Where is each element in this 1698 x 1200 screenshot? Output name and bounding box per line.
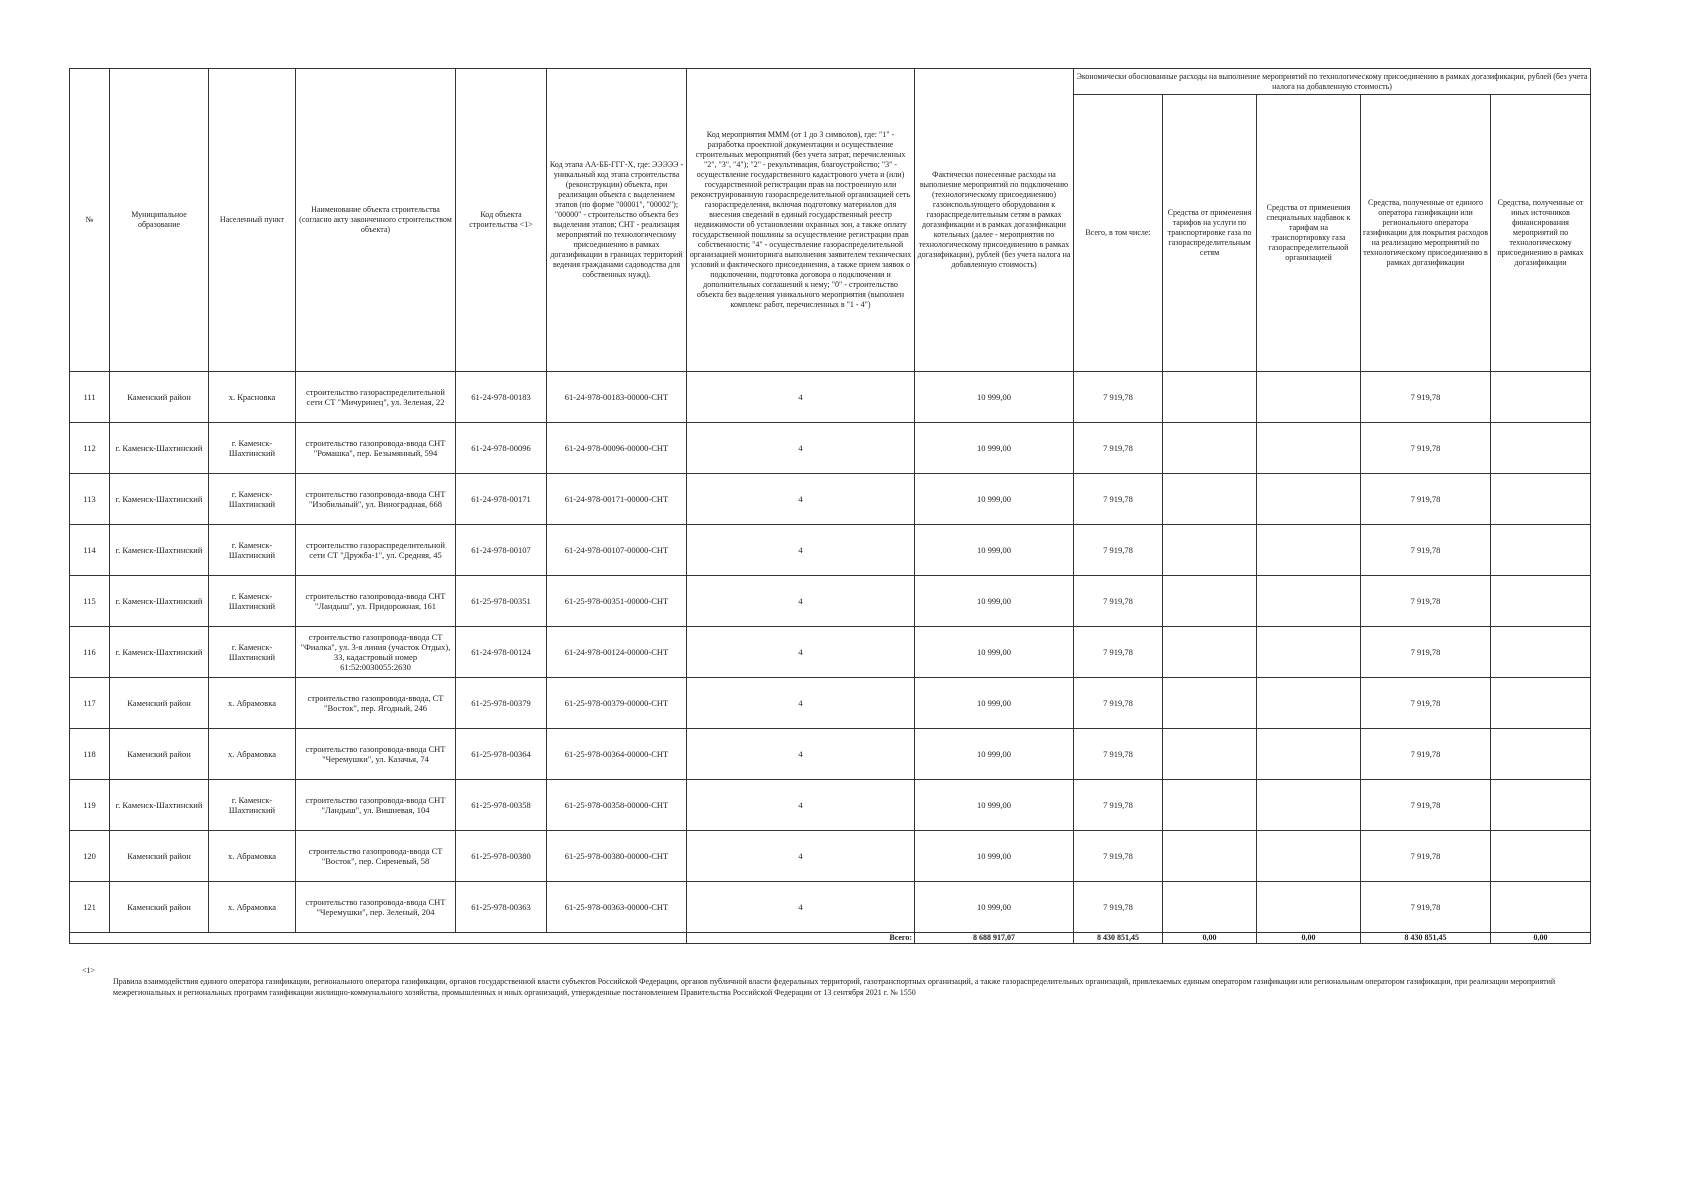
row-stage-code: 61-25-978-00351-00000-СНТ	[547, 576, 687, 627]
row-markup	[1257, 780, 1361, 831]
row-total: 7 919,78	[1074, 729, 1163, 780]
row-event-code: 4	[687, 525, 915, 576]
total-label: Всего:	[687, 933, 915, 944]
row-operator: 7 919,78	[1361, 372, 1491, 423]
row-markup	[1257, 423, 1361, 474]
row-total: 7 919,78	[1074, 423, 1163, 474]
row-object-name: строительство газопровода-ввода СНТ "Ромашка", пер. Безымянный, 594	[296, 423, 456, 474]
row-num: 116	[70, 627, 110, 678]
row-num: 112	[70, 423, 110, 474]
row-operator: 7 919,78	[1361, 423, 1491, 474]
header-actual-costs: Фактически понесенные расходы на выполнение мероприятий по подключению (технологическому присоединению) газоиспользующего оборудования к газораспределительным сетям в рамках догазификации и в рамках догазификации котельных (далее - мероприятия по технологическому присоединению в рамках догазификации), рублей (без учета налога на добавленную стоимость)	[915, 69, 1074, 372]
row-operator: 7 919,78	[1361, 780, 1491, 831]
total-tariff: 0,00	[1163, 933, 1257, 944]
row-tariff	[1163, 627, 1257, 678]
header-single-operator: Средства, полученные от единого оператора газификации или регионального оператора газификации для покрытия расходов на реализацию мероприятий по технологическому присоединению в рамках догазификации	[1361, 95, 1491, 372]
table-row	[70, 780, 1591, 831]
row-markup	[1257, 525, 1361, 576]
row-operator: 7 919,78	[1361, 627, 1491, 678]
header-special-markup: Средства от применения специальных надбавок к тарифам на транспортировку газа газораспределительной организацией	[1257, 95, 1361, 372]
row-total: 7 919,78	[1074, 678, 1163, 729]
row-num: 119	[70, 780, 110, 831]
table-row	[70, 678, 1591, 729]
row-municipality: г. Каменск-Шахтинский	[110, 423, 209, 474]
row-actual-costs: 10 999,00	[915, 474, 1074, 525]
total-row	[70, 933, 1591, 944]
row-num: 117	[70, 678, 110, 729]
row-markup	[1257, 627, 1361, 678]
row-tariff	[1163, 780, 1257, 831]
row-other	[1491, 525, 1591, 576]
row-municipality: Каменский район	[110, 831, 209, 882]
row-settlement: х. Абрамовка	[209, 678, 296, 729]
header-event-code: Код мероприятия МММ (от 1 до 3 символов), где: "1" - разработка проектной документации и осуществление строительных мероприятий (без учета затрат, перечисленных "2", "3", "4"); "2" - рекультивация, благоустройство; "3" - осуществление государственного кадастрового учета и (или) государственной регистрации прав на построенную или реконструированную газораспределительной организацией сеть газораспределения, включая подготовку материалов для внесения сведений в единый государственный реестр недвижимости об установлении охранных зон, а также оплату государственной пошлины за осуществление регистрации прав собственности; "4" - осуществление газораспределительной организацией мониторинга выполнения заявителем технических условий и фактического присоединения, а также прием заявок о подключении, подготовка договора о подключении и дополнительных соглашений к нему; "0" - строительство объекта без выделения уникального мероприятия (выполнен комплекс работ, перечисленных в "1 - 4")	[687, 69, 915, 372]
total-spacer	[70, 933, 687, 944]
row-settlement: х. Абрамовка	[209, 882, 296, 933]
row-object-name: строительство газопровода-ввода СНТ "Ландыш", ул. Вишневая, 104	[296, 780, 456, 831]
header-tariff-transport: Средства от применения тарифов на услуги по транспортировке газа по газораспределительным сетям	[1163, 95, 1257, 372]
row-event-code: 4	[687, 678, 915, 729]
row-event-code: 4	[687, 831, 915, 882]
total-markup: 0,00	[1257, 933, 1361, 944]
row-stage-code: 61-25-978-00380-00000-СНТ	[547, 831, 687, 882]
row-tariff	[1163, 423, 1257, 474]
row-stage-code: 61-25-978-00379-00000-СНТ	[547, 678, 687, 729]
row-settlement: г. Каменск-Шахтинский	[209, 576, 296, 627]
header-municipality: Муниципальное образование	[110, 69, 209, 372]
row-operator: 7 919,78	[1361, 831, 1491, 882]
row-municipality: г. Каменск-Шахтинский	[110, 780, 209, 831]
row-object-name: строительство газопровода-ввода, СТ "Восток", пер. Ягодный, 246	[296, 678, 456, 729]
total-other: 0,00	[1491, 933, 1591, 944]
footnote-text: Правила взаимодействия единого оператора газификации, регионального оператора газификации, органов государственной власти субъектов Российской Федерации, органов публичной власти федеральных территорий, газотранспортных организаций, а также газораспределительных организаций, привлекаемых единым оператором газификации или региональным оператором газификации, при реализации мероприятий межрегиональных и региональных программ газификации жилищно-коммунального хозяйства, промышленных и иных организаций, утвержденные постановлением Правительства Российской Федерации от 13 сентября 2021 г. № 1550	[113, 977, 1556, 997]
table-row	[70, 576, 1591, 627]
row-municipality: г. Каменск-Шахтинский	[110, 474, 209, 525]
row-operator: 7 919,78	[1361, 576, 1491, 627]
row-actual-costs: 10 999,00	[915, 780, 1074, 831]
row-object-code: 61-24-978-00183	[456, 372, 547, 423]
row-event-code: 4	[687, 372, 915, 423]
row-tariff	[1163, 576, 1257, 627]
row-municipality: г. Каменск-Шахтинский	[110, 525, 209, 576]
row-settlement: х. Абрамовка	[209, 729, 296, 780]
row-municipality: Каменский район	[110, 678, 209, 729]
row-total: 7 919,78	[1074, 525, 1163, 576]
row-settlement: х. Абрамовка	[209, 831, 296, 882]
row-object-code: 61-25-978-00351	[456, 576, 547, 627]
row-object-name: строительство газораспределительной сети СТ "Мичуринец", ул. Зеленая, 22	[296, 372, 456, 423]
row-operator: 7 919,78	[1361, 729, 1491, 780]
total-actual: 8 688 917,07	[915, 933, 1074, 944]
table-row	[70, 882, 1591, 933]
header-total-incl: Всего, в том числе:	[1074, 95, 1163, 372]
row-object-code: 61-25-978-00363	[456, 882, 547, 933]
footnote-marker: <1>	[82, 966, 96, 975]
row-object-name: строительство газопровода-ввода СНТ "Черемушки", пер. Зеленый, 204	[296, 882, 456, 933]
row-object-code: 61-25-978-00364	[456, 729, 547, 780]
row-tariff	[1163, 882, 1257, 933]
row-event-code: 4	[687, 627, 915, 678]
header-num: №	[70, 69, 110, 372]
table-row	[70, 525, 1591, 576]
table-row	[70, 627, 1591, 678]
row-event-code: 4	[687, 780, 915, 831]
row-markup	[1257, 474, 1361, 525]
row-other	[1491, 678, 1591, 729]
row-stage-code: 61-25-978-00358-00000-СНТ	[547, 780, 687, 831]
row-stage-code: 61-24-978-00107-00000-СНТ	[547, 525, 687, 576]
table-row	[70, 474, 1591, 525]
row-settlement: х. Красновка	[209, 372, 296, 423]
row-settlement: г. Каменск-Шахтинский	[209, 525, 296, 576]
row-operator: 7 919,78	[1361, 474, 1491, 525]
row-markup	[1257, 882, 1361, 933]
row-object-name: строительство газораспределительной сети СТ "Дружба-1", ул. Средняя, 45	[296, 525, 456, 576]
row-tariff	[1163, 729, 1257, 780]
row-object-name: строительство газопровода-ввода СНТ "Изобильный", ул. Виноградная, 668	[296, 474, 456, 525]
header-econ-group: Экономически обоснованные расходы на выполнение мероприятий по технологическому присоединению в рамках догазификации, рублей (без учета налога на добавленную стоимость)	[1074, 69, 1591, 95]
row-object-code: 61-24-978-00096	[456, 423, 547, 474]
table-row	[70, 423, 1591, 474]
row-operator: 7 919,78	[1361, 525, 1491, 576]
row-municipality: г. Каменск-Шахтинский	[110, 576, 209, 627]
row-other	[1491, 372, 1591, 423]
row-settlement: г. Каменск-Шахтинский	[209, 780, 296, 831]
row-operator: 7 919,78	[1361, 678, 1491, 729]
row-actual-costs: 10 999,00	[915, 729, 1074, 780]
row-stage-code: 61-24-978-00096-00000-СНТ	[547, 423, 687, 474]
row-num: 115	[70, 576, 110, 627]
row-event-code: 4	[687, 729, 915, 780]
row-tariff	[1163, 525, 1257, 576]
row-markup	[1257, 372, 1361, 423]
row-actual-costs: 10 999,00	[915, 678, 1074, 729]
row-markup	[1257, 678, 1361, 729]
row-settlement: г. Каменск-Шахтинский	[209, 423, 296, 474]
row-municipality: Каменский район	[110, 729, 209, 780]
row-total: 7 919,78	[1074, 831, 1163, 882]
row-other	[1491, 831, 1591, 882]
row-markup	[1257, 831, 1361, 882]
row-object-name: строительство газопровода-ввода СТ "Фиалка", ул. 3-я линия (участок Отдых), 33, кадастровый номер 61:52:0030055:2630	[296, 627, 456, 678]
row-event-code: 4	[687, 576, 915, 627]
header-object-name: Наименование объекта строительства (согласно акту законченного строительством объекта)	[296, 69, 456, 372]
row-municipality: Каменский район	[110, 882, 209, 933]
row-tariff	[1163, 831, 1257, 882]
row-total: 7 919,78	[1074, 627, 1163, 678]
row-actual-costs: 10 999,00	[915, 423, 1074, 474]
row-num: 121	[70, 882, 110, 933]
header-object-code: Код объекта строительства <1>	[456, 69, 547, 372]
row-stage-code: 61-25-978-00363-00000-СНТ	[547, 882, 687, 933]
row-municipality: Каменский район	[110, 372, 209, 423]
row-municipality: г. Каменск-Шахтинский	[110, 627, 209, 678]
row-total: 7 919,78	[1074, 372, 1163, 423]
row-actual-costs: 10 999,00	[915, 627, 1074, 678]
row-num: 114	[70, 525, 110, 576]
row-total: 7 919,78	[1074, 474, 1163, 525]
row-object-name: строительство газопровода-ввода СТ "Восток", пер. Сиреневый, 58	[296, 831, 456, 882]
row-actual-costs: 10 999,00	[915, 831, 1074, 882]
row-other	[1491, 474, 1591, 525]
row-settlement: г. Каменск-Шахтинский	[209, 474, 296, 525]
row-tariff	[1163, 474, 1257, 525]
row-markup	[1257, 576, 1361, 627]
row-num: 120	[70, 831, 110, 882]
row-other	[1491, 423, 1591, 474]
row-operator: 7 919,78	[1361, 882, 1491, 933]
row-other	[1491, 576, 1591, 627]
row-tariff	[1163, 678, 1257, 729]
row-actual-costs: 10 999,00	[915, 576, 1074, 627]
row-settlement: г. Каменск-Шахтинский	[209, 627, 296, 678]
row-stage-code: 61-25-978-00364-00000-СНТ	[547, 729, 687, 780]
row-stage-code: 61-24-978-00171-00000-СНТ	[547, 474, 687, 525]
header-other-sources: Средства, полученные от иных источников финансирования мероприятий по технологическому присоединению в рамках догазификации	[1491, 95, 1591, 372]
table-row	[70, 372, 1591, 423]
table-row	[70, 831, 1591, 882]
row-object-name: строительство газопровода-ввода СНТ "Черемушки", ул. Казачья, 74	[296, 729, 456, 780]
row-stage-code: 61-24-978-00183-00000-СНТ	[547, 372, 687, 423]
row-total: 7 919,78	[1074, 576, 1163, 627]
row-actual-costs: 10 999,00	[915, 525, 1074, 576]
row-object-code: 61-25-978-00379	[456, 678, 547, 729]
row-actual-costs: 10 999,00	[915, 372, 1074, 423]
row-total: 7 919,78	[1074, 882, 1163, 933]
total-total: 8 430 851,45	[1074, 933, 1163, 944]
row-object-code: 61-25-978-00358	[456, 780, 547, 831]
row-other	[1491, 627, 1591, 678]
header-settlement: Населенный пункт	[209, 69, 296, 372]
row-object-code: 61-24-978-00107	[456, 525, 547, 576]
row-num: 118	[70, 729, 110, 780]
row-tariff	[1163, 372, 1257, 423]
table-row	[70, 729, 1591, 780]
total-operator: 8 430 851,45	[1361, 933, 1491, 944]
row-num: 111	[70, 372, 110, 423]
row-event-code: 4	[687, 474, 915, 525]
row-event-code: 4	[687, 882, 915, 933]
row-stage-code: 61-24-978-00124-00000-СНТ	[547, 627, 687, 678]
row-object-name: строительство газопровода-ввода СНТ "Ландыш", ул. Придорожная, 161	[296, 576, 456, 627]
row-event-code: 4	[687, 423, 915, 474]
row-total: 7 919,78	[1074, 780, 1163, 831]
header-stage-code: Код этапа АА-ББ-ГГГ-Х, где: ЭЭЭЭЭ - уникальный код этапа строительства (реконструкции) объекта, при реализации объекта с выделением этапов (по форме "00001", "00002"); "00000" - строительство объекта без выделения этапов; СНТ - реализация мероприятий по технологическому присоединению в рамках догазификации в границах территорий ведения гражданами садоводства для собственных нужд).	[547, 69, 687, 372]
row-actual-costs: 10 999,00	[915, 882, 1074, 933]
row-markup	[1257, 729, 1361, 780]
row-other	[1491, 882, 1591, 933]
row-other	[1491, 729, 1591, 780]
table-body	[70, 372, 1591, 944]
row-object-code: 61-24-978-00124	[456, 627, 547, 678]
row-other	[1491, 780, 1591, 831]
row-num: 113	[70, 474, 110, 525]
cost-table	[69, 68, 1591, 944]
row-object-code: 61-25-978-00380	[456, 831, 547, 882]
row-object-code: 61-24-978-00171	[456, 474, 547, 525]
